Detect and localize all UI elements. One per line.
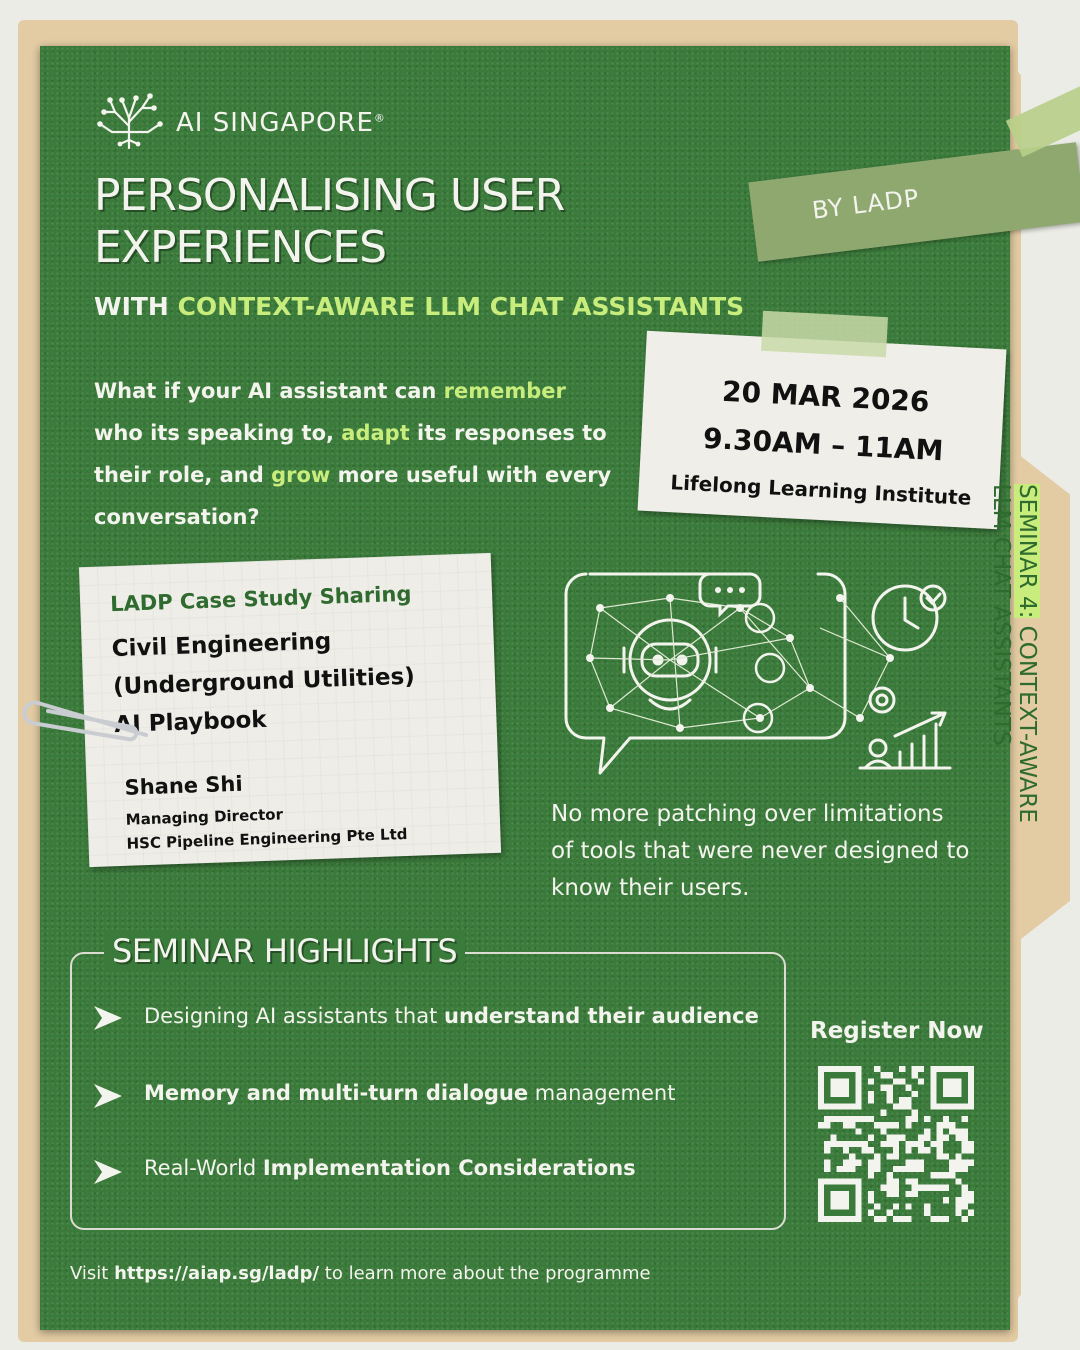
footer-text: Visit https://aiap.sg/ladp/ to learn more about the programme [70,1263,651,1284]
speaker-role: Managing Director HSC Pipeline Engineering Pte Ltd [125,805,408,853]
ai-singapore-logo-icon [90,88,168,154]
case-study-title: Civil Engineering (Underground Utilities) AI Playbook [111,628,416,739]
highlight-item: Memory and multi-turn dialogue management [144,1081,676,1105]
register-now-label: Register Now [810,1018,984,1044]
event-date: 20 MAR 2026 [721,374,931,419]
arrow-bullet-icon [92,1080,124,1112]
by-ladp-tag: BY LADP [748,142,1080,262]
robot-network-icon [560,568,960,783]
page-title: PERSONALISING USER EXPERIENCES [94,170,565,273]
page-subtitle: WITH CONTEXT-AWARE LLM CHAT ASSISTANTS [94,292,745,321]
tagline-text: No more patching over limitations of tools that were never designed to know their users. [551,801,970,901]
event-details-card [638,331,1007,530]
programme-link[interactable]: https://aiap.sg/ladp/ [114,1263,320,1284]
event-venue: Lifelong Learning Institute [669,470,972,510]
highlight-item: Real-World Implementation Considerations [144,1156,636,1180]
intro-question: What if your AI assistant can remember who its speaking to, adapt its responses to their role, and grow more useful with every conversation? [94,379,612,529]
qr-code-icon[interactable] [818,1066,974,1222]
brand-name: AI SINGAPORE® [176,108,386,138]
paperclip-icon [18,695,158,745]
highlight-item: Designing AI assistants that understand their audience [144,1004,759,1028]
speaker-name: Shane Shi [124,771,243,800]
arrow-bullet-icon [92,1002,124,1034]
side-seminar-label: SEMINAR 4: CONTEXT-AWARE LLM CHAT ASSISTANTS [988,484,1040,823]
highlights-title: SEMINAR HIGHLIGHTS [104,932,465,970]
event-time: 9.30AM – 11AM [702,421,945,468]
growth-chart-icon [860,688,950,768]
case-study-heading: LADP Case Study Sharing [109,581,412,617]
tape-strip [761,311,888,357]
stopwatch-icon [873,586,945,650]
arrow-bullet-icon [92,1156,124,1188]
